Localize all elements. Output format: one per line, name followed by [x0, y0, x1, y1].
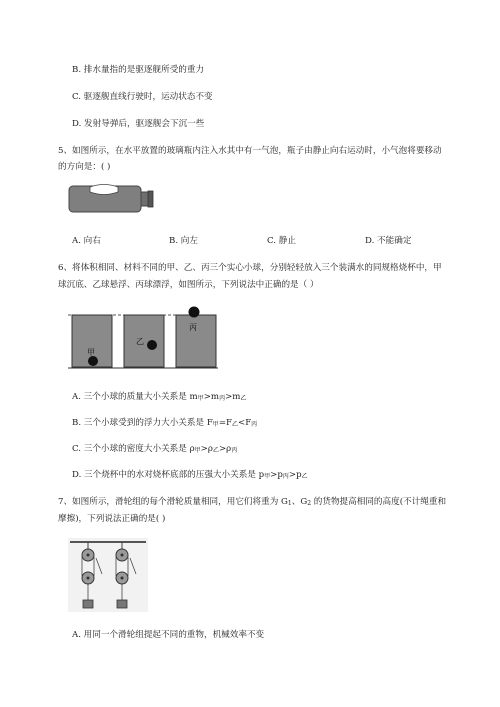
ball-jia [88, 356, 98, 366]
label-jia: 甲 [87, 348, 95, 357]
weight-g1 [83, 600, 93, 608]
label-yi: 乙 [136, 337, 144, 346]
q6-option-d: D. 三个烧杯中的水对烧杯底部的压强大小关系是 $p_甲>p_丙>p_乙$ [72, 470, 308, 480]
q5-stem-line1: 5、如图所示，在水平放置的玻璃瓶内注入水其中有一气泡，瓶子由静止向右运动时，小气泡将要移动 [58, 146, 442, 156]
option-b-prev: B. 排水量指的是驱逐舰所受的重力 [72, 65, 205, 75]
ball-bing [189, 307, 200, 318]
pulley-figure [68, 538, 148, 612]
q6-option-c: C. 三个小球的密度大小关系是 $\rho_甲>\rho_乙>\rho_丙$ [72, 444, 238, 454]
option-d-prev: D. 发射导弹后，驱逐舰会下沉一些 [72, 119, 205, 129]
air-bubble [90, 185, 118, 195]
q6-stem-line2: 球沉底、乙球悬浮、丙球漂浮，如图所示，下列说法中正确的是（ ） [58, 280, 319, 290]
q6-option-b: B. 三个小球受到的浮力大小关系是 $F_甲=F_乙<F_丙$ [72, 418, 258, 428]
q6-stem-line1: 6、将体积相同、材料不同的甲、乙、丙三个实心小球，分别轻轻放入三个装满水的同规格烧杯中，甲 [58, 263, 442, 273]
q5-option-b: B. 向左 [169, 236, 198, 246]
ball-yi [147, 340, 157, 350]
q7-option-a: A. 用同一个滑轮组提起不同的重物，机械效率不变 [72, 630, 265, 640]
option-c-prev: C. 驱逐舰直线行驶时，运动状态不变 [72, 92, 213, 102]
q5-stem-line2: 的方向是：( ) [58, 162, 111, 172]
label-bing: 丙 [189, 323, 197, 332]
bottle-cap [148, 191, 153, 207]
bottle-figure [68, 183, 154, 215]
beaker-yi [124, 315, 164, 367]
q7-stem-line1: 7、如图所示，滑轮组的每个滑轮质量相同，用它们将重为 $G_1$、$G_2$ 的货物提高相同的高度(不计绳重和 [58, 497, 447, 507]
beakers-figure [68, 304, 218, 370]
q6-option-a: A. 三个小球的质量大小关系是 $m_甲>m_丙>m_乙$ [72, 392, 247, 402]
q7-stem-line2: 摩擦)，下列说法正确的是( ) [58, 514, 166, 524]
q5-option-c: C. 静止 [267, 236, 296, 246]
weight-g2 [117, 600, 127, 608]
q5-option-a: A. 向右 [72, 236, 101, 246]
q5-option-d: D. 不能确定 [365, 236, 412, 246]
